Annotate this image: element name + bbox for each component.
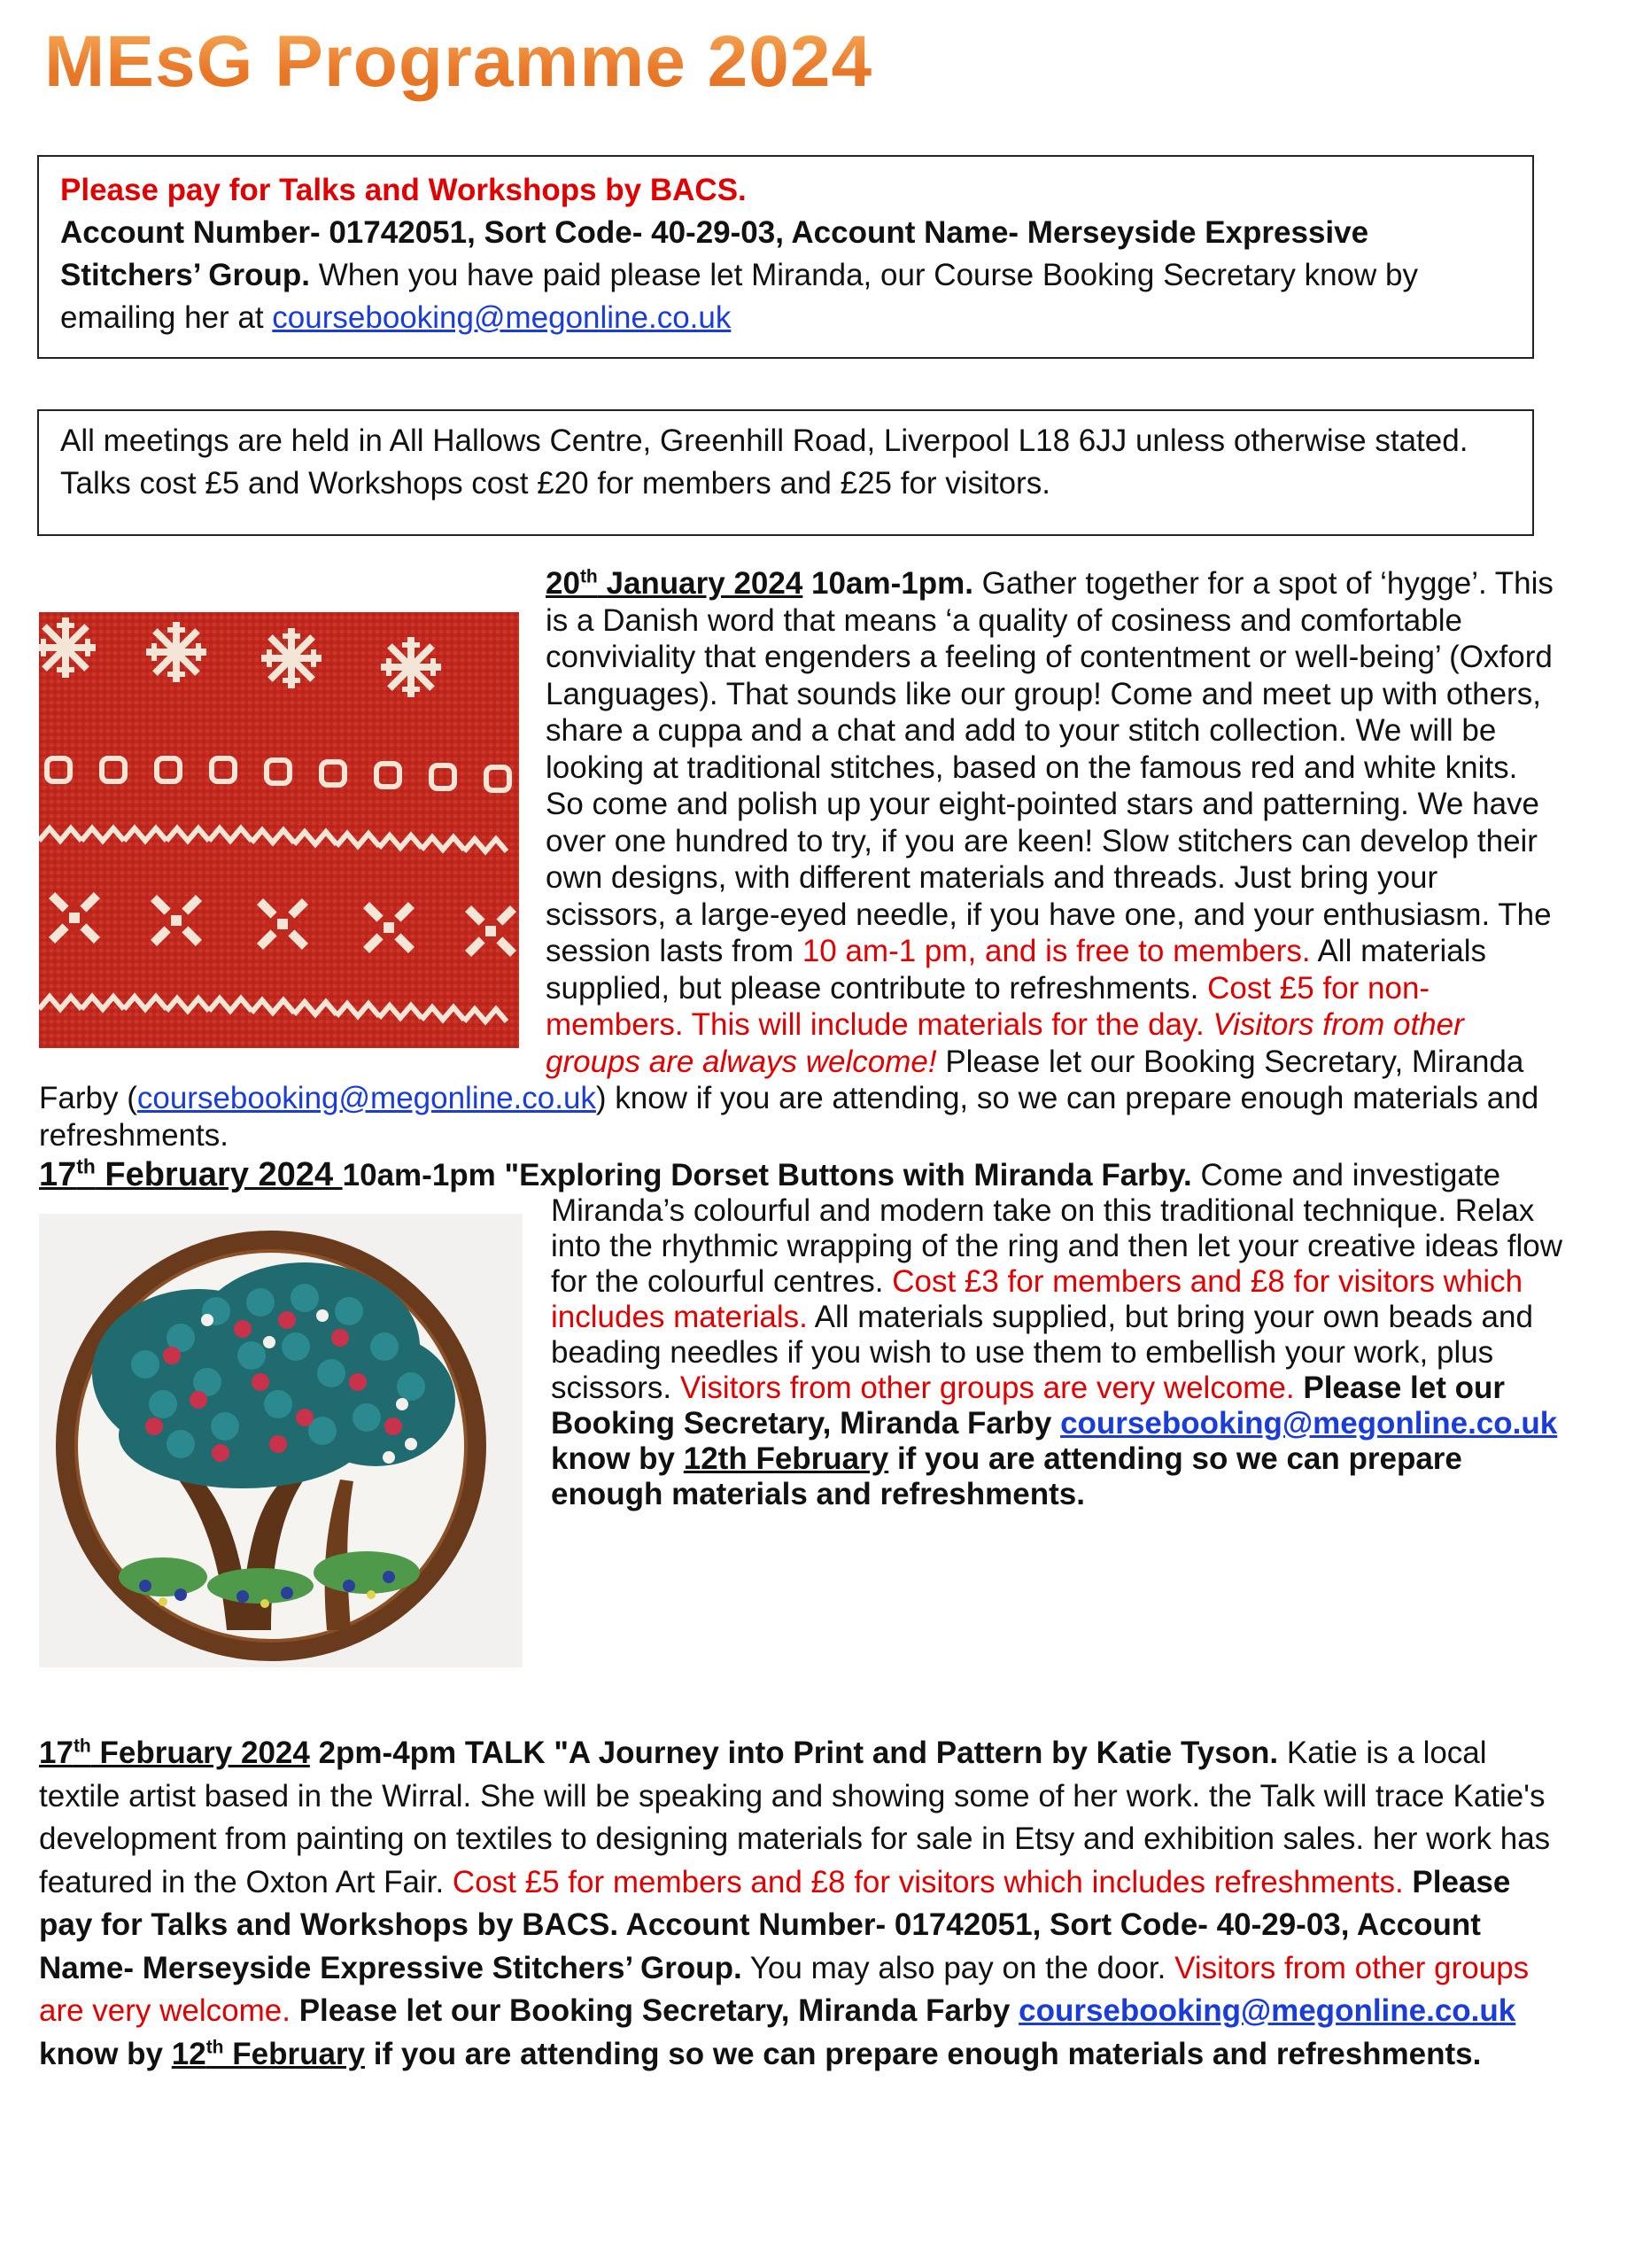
event-booking-note: Please let our Booking Secretary, Miranda Farby ( xyxy=(39,1044,1524,1115)
event-heading: 2pm-4pm TALK "A Journey into Print and Pattern by Katie Tyson. xyxy=(309,1736,1279,1770)
event-booking-deadline-label: know by xyxy=(551,1441,684,1476)
event-materials-note: All materials supplied, but please contribute to refreshments. xyxy=(546,934,1487,1006)
event-booking-note: Please let our Booking Secretary, Miranda Farby xyxy=(290,1993,1019,2028)
event-visitor-welcome: Visitors from other groups are very welcome. xyxy=(39,1950,1530,2028)
event-materials-note: All materials supplied, but bring your own beads and beading needles if you wish to use them to embellish your work, plus scissors. xyxy=(551,1300,1533,1405)
venue-info-box xyxy=(37,409,1534,536)
knitted-pattern-image xyxy=(39,612,519,1048)
payment-notice: When you have paid please let Miranda, our Course Booking Secretary know by emailing her at xyxy=(60,258,1418,335)
event-description: Come and investigate Miranda’s colourful and modern take on this traditional technique. Relax into the rhythmic wrapping of the ring and then let your creative ideas flow for the colourful centres. xyxy=(551,1158,1563,1299)
event-visitor-price: Cost £5 for non-members. This will include materials for the day. xyxy=(546,970,1430,1042)
event-description: Katie is a local textile artist based in the Wirral. She will be speaking and showing some of her work. the Talk will trace Katie's development from painting on textiles to designing materials for sale in Etsy and exhibition sales. her work has featured in the Oxton Art Fair. xyxy=(39,1736,1551,1899)
event-booking-deadline: 12th February xyxy=(683,1441,889,1476)
page-title: MEsG Programme 2024 xyxy=(44,19,872,105)
event-booking-note-end: ) know if you are attending, so we can prepare enough materials and refreshments. xyxy=(39,1081,1539,1153)
event-february-talk xyxy=(39,1732,1562,2076)
booking-email-link[interactable]: coursebooking@megonline.co.uk xyxy=(272,300,732,335)
event-booking-note-end: if you are attending so we can prepare enough materials and refreshments. xyxy=(365,2036,1482,2071)
event-booking-note-end: if you are attending so we can prepare enough materials and refreshments. xyxy=(551,1441,1462,1511)
event-date: 17th February 2024 xyxy=(39,1154,343,1193)
event-payment-details: Please pay for Talks and Workshops by BACS. Account Number- 01742051, Sort Code- 40-29-03, Account Name- Merseyside Expressive Stitchers’ Group. xyxy=(39,1864,1511,1985)
event-booking-deadline-label: know by xyxy=(39,2036,172,2071)
booking-email-link[interactable]: coursebooking@megonline.co.uk xyxy=(1060,1406,1558,1441)
event-description: Gather together for a spot of ‘hygge’. This is a Danish word that means ‘a quality of cosiness and comfortable conviviality that engenders a feeling of contentment or well-being’ (Oxford Languages). That sounds like our group! Come and meet up with others, share a cuppa and a chat and add to your stitch collection. We will be looking at traditional stitches, based on the famous red and white knits. So come and polish up your eight-pointed stars and patterning. We have over one hundred to try, if you are keen! Slow stitchers can develop their own designs, with different materials and threads. Just bring your scissors, a large-eyed needle, if you have one, and your enthusiasm. The session lasts from xyxy=(546,566,1554,968)
event-price-note: Cost £5 for members and £8 for visitors which includes refreshments. xyxy=(452,1864,1404,1899)
event-time: 10am-1pm. xyxy=(802,566,973,601)
event-visitor-welcome: Visitors from other groups are very welcome. xyxy=(679,1371,1295,1405)
event-price-note: Cost £3 for members and £8 for visitors which includes materials. xyxy=(551,1264,1523,1334)
bank-details: Account Number- 01742051, Sort Code- 40-29-03, Account Name- Merseyside Expressive Stitchers’ Group. xyxy=(60,215,1369,292)
event-booking-deadline: 12th February xyxy=(171,2036,366,2071)
event-date: 17th February 2024 xyxy=(39,1736,310,1770)
venue-text: All meetings are held in All Hallows Centre, Greenhill Road, Liverpool L18 6JJ unless otherwise stated. Talks cost £5 and Workshops cost £20 for members and £25 for visitors. xyxy=(60,423,1468,501)
booking-email-link[interactable]: coursebooking@megonline.co.uk xyxy=(136,1081,596,1115)
event-visitor-welcome: Visitors from other groups are always welcome! xyxy=(546,1007,1464,1079)
payment-info-box xyxy=(37,155,1534,359)
payment-instruction: Please pay for Talks and Workshops by BACS. xyxy=(60,173,747,207)
booking-email-link[interactable]: coursebooking@megonline.co.uk xyxy=(1019,1993,1516,2028)
event-date: 20th January 2024 xyxy=(546,566,803,601)
event-door-payment: You may also pay on the door. xyxy=(741,1950,1175,1985)
dorset-button-image xyxy=(39,1214,523,1667)
event-price-note: 10 am-1 pm, and is free to members. xyxy=(802,934,1311,968)
event-heading: 10am-1pm "Exploring Dorset Buttons with Miranda Farby. xyxy=(342,1158,1192,1192)
event-booking-note: Please let our Booking Secretary, Miranda Farby xyxy=(551,1371,1505,1441)
